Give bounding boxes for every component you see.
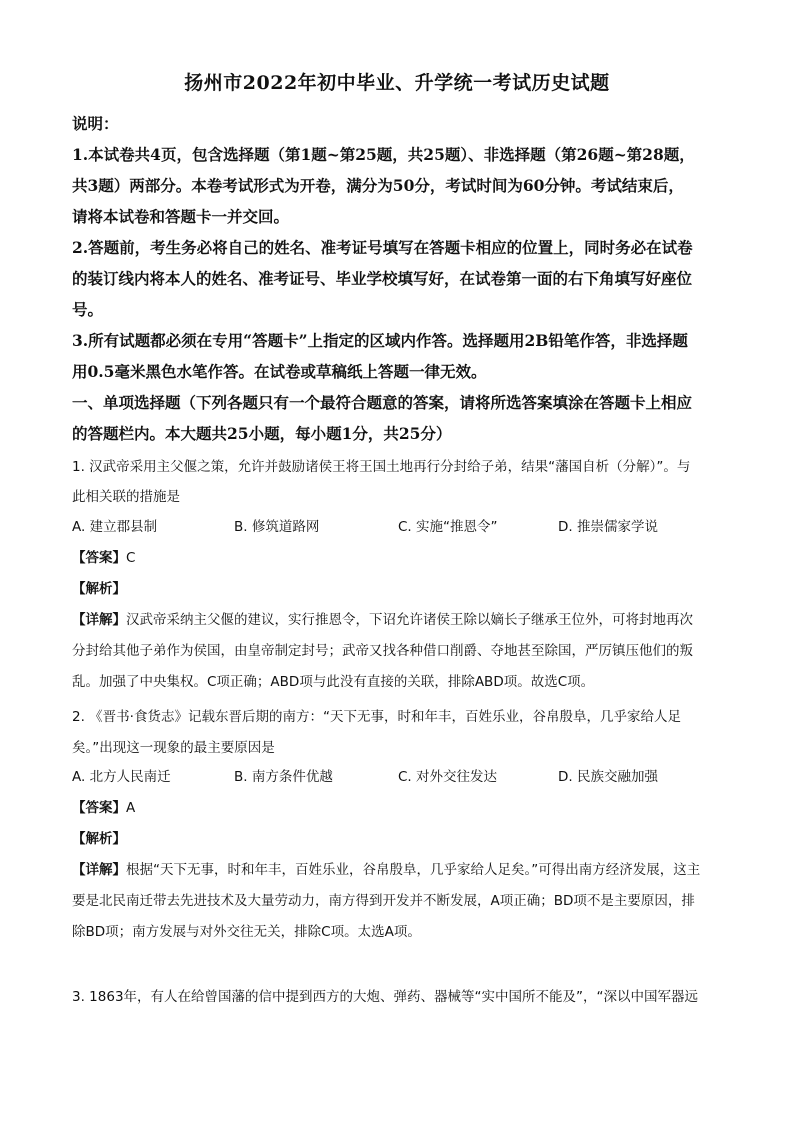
- instruction-line: 1.本试卷共4页，包含选择题（第1题~第25题，共25题）、非选择题（第26题~第28题，: [72, 145, 695, 164]
- instruction-line: 号。: [72, 300, 104, 319]
- instruction-line: 共3题）两部分。本卷考试形式为开卷，满分为50分，考试时间为60分钟。考试结束后，: [72, 176, 684, 195]
- section-heading: 一、单项选择题（下列各题只有一个最符合题意的答案，请将所选答案填涂在答题卡上相应: [72, 393, 693, 412]
- answer-row: [72, 546, 732, 566]
- detail-text: 汉武帝采纳主父偃的建议，实行推恩令，下诏允许诸侯王除以嫡长子继承王位外，可将封地再次: [126, 612, 693, 628]
- analysis-tag: 【解析】: [72, 831, 126, 847]
- detail-tag: 【详解】: [72, 862, 126, 878]
- option-d: D. 推崇儒家学说: [558, 519, 658, 535]
- detail-row: [72, 858, 732, 878]
- page-title: 扬州市2022年初中毕业、升学统一考试历史试题: [184, 72, 610, 94]
- analysis-row: [72, 827, 732, 847]
- answer-row: [72, 796, 732, 816]
- analysis-row: [72, 577, 732, 597]
- section-heading: 的答题栏内。本大题共25小题，每小题1分，共25分）: [72, 424, 452, 443]
- answer-value: C: [126, 550, 136, 566]
- question-options: [72, 515, 732, 535]
- question-stem: 2. 《晋书·食货志》记载东晋后期的南方：“天下无事，时和年丰，百姓乐业，谷帛殷阜，几乎家给人足: [72, 709, 681, 725]
- answer-tag: 【答案】: [72, 800, 126, 816]
- option-c: C. 对外交往发达: [398, 769, 498, 785]
- detail-tag: 【详解】: [72, 612, 126, 628]
- detail-text: 要是北民南迁带去先进技术及大量劳动力，南方得到开发并不断发展，A项正确；BD项不是主要原因，排: [72, 893, 695, 909]
- option-a: A. 建立郡县制: [72, 519, 158, 535]
- question-stem: 此相关联的措施是: [72, 489, 180, 505]
- question-stem: 3. 1863年，有人在给曾国藩的信中提到西方的大炮、弹药、器械等“实中国所不能及”，“深以中国军器远: [72, 989, 699, 1005]
- question-stem: 矣。”出现这一现象的最主要原因是: [72, 740, 275, 756]
- question-options: [72, 765, 732, 785]
- option-b: B. 修筑道路网: [234, 519, 320, 535]
- question-stem: 1. 汉武帝采用主父偃之策，允许并鼓励诸侯王将王国土地再行分封给子弟，结果“藩国自析（分解）”。与: [72, 459, 691, 475]
- answer-tag: 【答案】: [72, 550, 126, 566]
- detail-text: 除BD项；南方发展与对外交往无关，排除C项。太选A项。: [72, 924, 421, 940]
- analysis-tag: 【解析】: [72, 581, 126, 597]
- instruction-line: 2.答题前，考生务必将自己的姓名、准考证号填写在答题卡相应的位置上，同时务必在试卷: [72, 238, 693, 257]
- option-d: D. 民族交融加强: [558, 769, 658, 785]
- option-a: A. 北方人民南迁: [72, 769, 171, 785]
- instructions-heading: 说明：: [72, 114, 119, 133]
- instruction-line: 的装订线内将本人的姓名、准考证号、毕业学校填写好，在试卷第一面的右下角填写好座位: [72, 269, 693, 288]
- instruction-line: 3.所有试题都必须在专用“答题卡”上指定的区域内作答。选择题用2B铅笔作答，非选择题: [72, 331, 688, 350]
- option-c: C. 实施“推恩令”: [398, 519, 498, 535]
- instruction-line: 请将本试卷和答题卡一并交回。: [72, 207, 290, 226]
- detail-row: [72, 608, 732, 628]
- detail-text: 分封给其他子弟作为侯国，由皇帝制定封号；武帝又找各种借口削爵、夺地甚至除国，严厉镇压他们的叛: [72, 643, 693, 659]
- option-b: B. 南方条件优越: [234, 769, 333, 785]
- detail-text: 乱。加强了中央集权。C项正确；ABD项与此没有直接的关联，排除ABD项。故选C项。: [72, 674, 595, 690]
- instruction-line: 用0.5毫米黑色水笔作答。在试卷或草稿纸上答题一律无效。: [72, 362, 487, 381]
- answer-value: A: [126, 800, 136, 816]
- detail-text: 根据“天下无事，时和年丰，百姓乐业，谷帛殷阜，几乎家给人足矣。”可得出南方经济发展，这主: [126, 862, 701, 878]
